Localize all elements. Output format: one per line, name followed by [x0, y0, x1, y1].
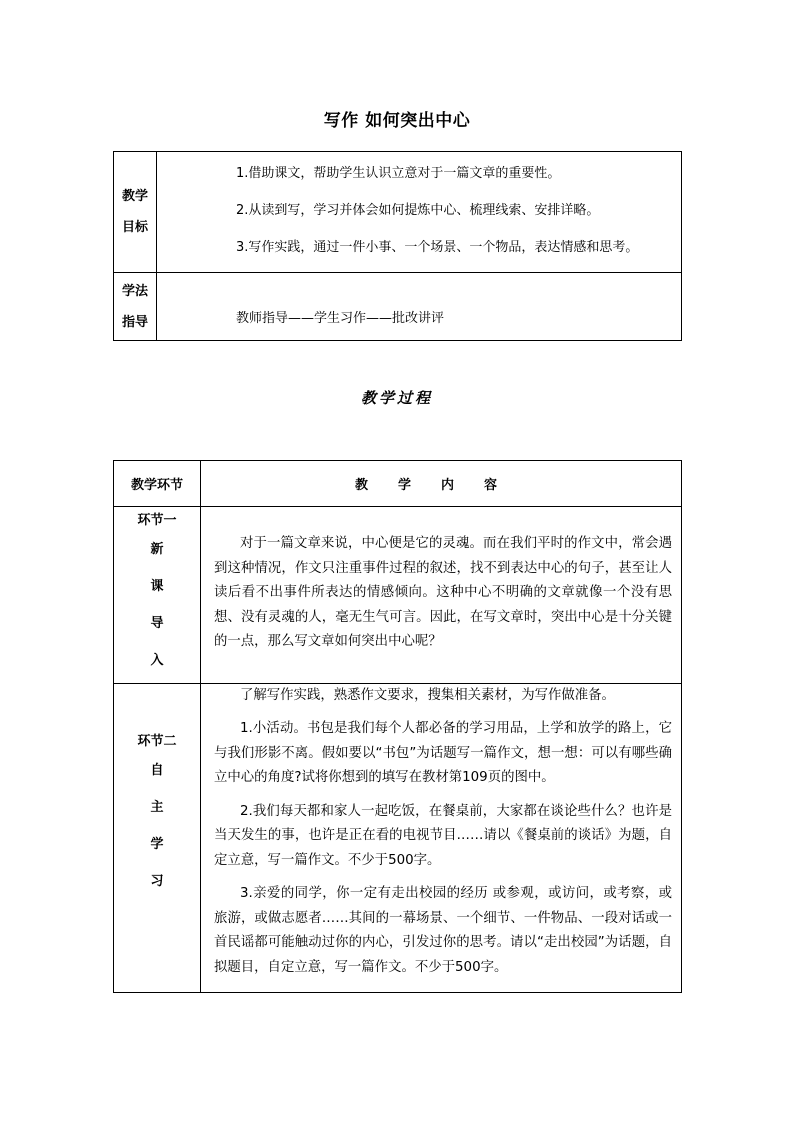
method-content [157, 273, 682, 341]
header-content [201, 461, 682, 507]
stage2-title: 环节二 [137, 733, 177, 749]
stage1-content [201, 507, 682, 684]
stage1-row [114, 507, 682, 684]
stage1-char: 入 [150, 653, 164, 668]
stage1-char: 导 [150, 616, 164, 631]
objectives-content [157, 152, 682, 273]
objectives-table [113, 151, 682, 341]
objective-item: 3.写作实践，通过一件小事、一个场景、一个物品，表达情感和思考。 [236, 240, 639, 255]
objectives-label [114, 152, 157, 273]
header-content-text: 教学内容 [354, 478, 527, 493]
stage2-task-2: 2.我们每天都和家人一起吃饭，在餐桌前，大家都在谈论些什么？也许是当天发生的事，也许是正在看的电视节目……请以《餐桌前的谈话》为题，自定立意，写一篇作文。不少于500字。 [214, 803, 672, 868]
stage2-intro: 了解写作实践，熟悉作文要求，搜集相关素材，为写作做准备。 [240, 687, 615, 703]
method-label-line2: 指导 [121, 314, 148, 330]
process-table [113, 460, 682, 993]
objective-item: 1.借助课文，帮助学生认识立意对于一篇文章的重要性。 [236, 166, 561, 181]
stage2-char: 自 [150, 762, 164, 778]
method-text: 教师指导——学生习作——批改讲评 [236, 311, 445, 326]
stage2-task-1: 1.小活动。书包是我们每个人都必备的学习用品，上学和放学的路上，它与我们形影不离。假如要以“书包”为话题写一篇作文，想一想：可以有哪些确立中心的角度?试将你想到的填写在教材第109页的图中。 [214, 721, 672, 785]
process-header-row [114, 461, 682, 507]
stage1-title: 环节一 [137, 513, 177, 528]
stage1-paragraph: 对于一篇文章来说，中心便是它的灵魂。而在我们平时的作文中，常会遇到这种情况，作文只注重事件过程的叙述，找不到表达中心的句子，甚至让人读后看不出事件所表达的情感倾向。这种中心不明确的文章就像一个没有思想、没有灵魂的人，毫无生气可言。因此，在写文章时，突出中心是十分关键的一点，那么写文章如何突出中心呢？ [214, 536, 672, 649]
objectives-row [114, 152, 682, 273]
objectives-label-line1: 教学 [121, 189, 148, 204]
objective-item: 2.从读到写，学习并体会如何提炼中心、梳理线索、安排详略。 [236, 203, 600, 218]
stage2-content [201, 683, 682, 993]
stage2-char: 主 [150, 799, 164, 815]
stage2-char: 学 [150, 836, 164, 852]
objectives-label-line2: 目标 [121, 220, 148, 235]
page-title: 写作 如何突出中心 [323, 111, 471, 131]
stage1-char: 新 [150, 542, 164, 557]
stage1-label [114, 507, 201, 684]
stage2-row [114, 683, 682, 993]
stage2-label [114, 683, 201, 993]
method-row [114, 273, 682, 341]
method-label-line1: 学法 [121, 283, 148, 299]
stage1-char: 课 [150, 579, 164, 594]
process-title: 教学过程 [360, 389, 433, 407]
stage2-task-3: 3.亲爱的同学，你一定有走出校园的经历 或参观，或访问，或考察，或旅游，或做志愿者……其间的一幕场景、一个细节、一件物品、一段对话或一首民谣都可能触动过你的内心，引发过你的思考。请以“走出校园”为话题，自拟题目，自定立意，写一篇作文。不少于500字。 [214, 886, 672, 975]
method-label [114, 273, 157, 341]
header-stage: 教学环节 [114, 461, 201, 507]
stage2-char: 习 [150, 873, 164, 889]
